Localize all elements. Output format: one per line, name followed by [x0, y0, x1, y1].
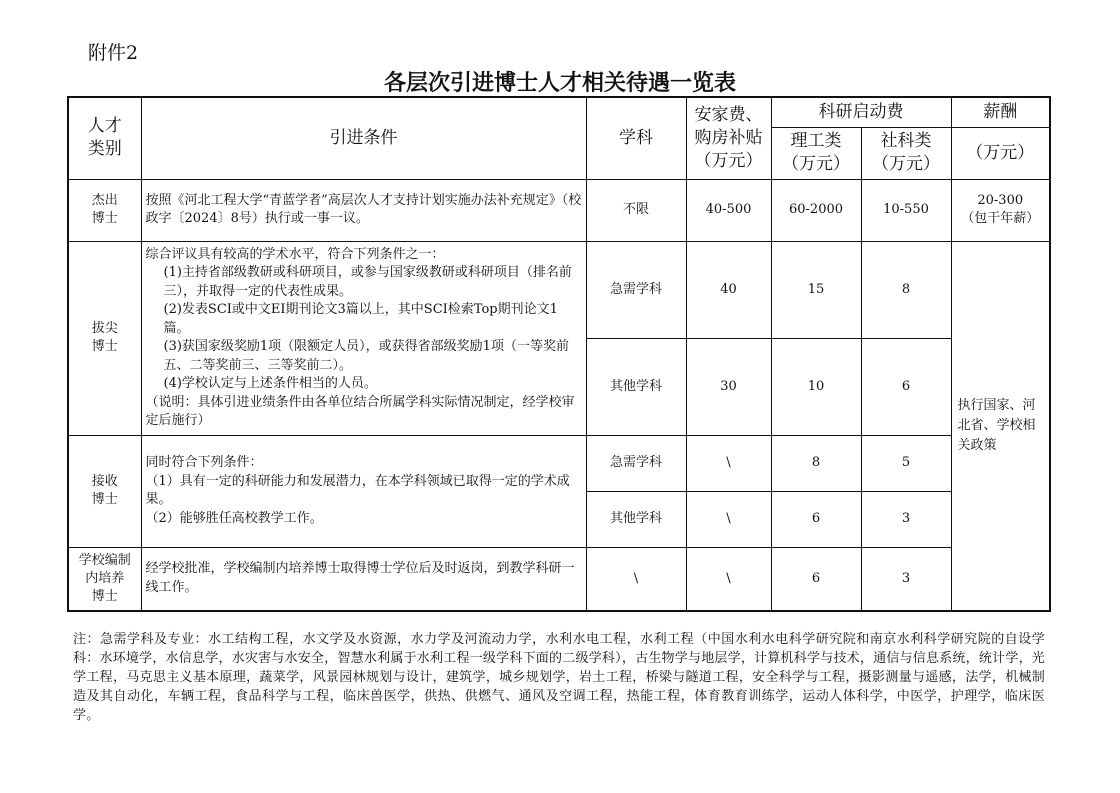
header-salary: 薪酬 — [951, 97, 1050, 127]
social-sci-outstanding: 10-550 — [861, 179, 951, 241]
discipline-outstanding: 不限 — [586, 179, 686, 241]
discipline-top-urgent: 急需学科 — [586, 241, 686, 338]
housing-inhouse: \ — [686, 547, 771, 611]
social-sci-receive-other: 3 — [861, 491, 951, 547]
social-sci-receive-urgent: 5 — [861, 435, 951, 491]
conditions-receive — [141, 435, 586, 547]
header-talent-type: 人才 类别 — [68, 97, 141, 179]
header-housing: 安家费、 购房补贴 （万元） — [686, 97, 771, 179]
conditions-outstanding: 按照《河北工程大学“青蓝学者”高层次人才支持计划实施办法补充规定》（校政字〔2024〕8号）执行或一事一议。 — [141, 179, 586, 241]
condition-line: (2)发表SCI或中文EI期刊论文3篇以上，其中SCI检索Top期刊论文1篇。 — [163, 302, 558, 336]
housing-receive-urgent: \ — [686, 435, 771, 491]
condition-line: 同时符合下列条件： — [145, 455, 263, 470]
salary-policy: 执行国家、河北省、学校相关政策 — [951, 241, 1050, 611]
social-sci-top-other: 6 — [861, 338, 951, 435]
condition-line: （2）能够胜任高校教学工作。 — [145, 510, 323, 526]
discipline-top-other: 其他学科 — [586, 338, 686, 435]
social-sci-top-urgent: 8 — [861, 241, 951, 338]
discipline-inhouse: \ — [586, 547, 686, 611]
type-top: 拔尖 博士 — [68, 241, 141, 435]
type-receive: 接收 博士 — [68, 435, 141, 547]
discipline-receive-urgent: 急需学科 — [586, 435, 686, 491]
header-conditions: 引进条件 — [141, 97, 586, 179]
conditions-inhouse: 经学校批准，学校编制内培养博士取得博士学位后及时返岗，到教学科研一线工作。 — [141, 547, 586, 611]
science-eng-inhouse: 6 — [771, 547, 861, 611]
header-salary-unit: （万元） — [951, 127, 1050, 179]
conditions-top — [141, 241, 586, 435]
science-eng-outstanding: 60-2000 — [771, 179, 861, 241]
benefits-table — [67, 96, 1051, 612]
discipline-receive-other: 其他学科 — [586, 491, 686, 547]
social-sci-inhouse: 3 — [861, 547, 951, 611]
footnote: 注：急需学科及专业：水工结构工程，水文学及水资源，水力学及河流动力学，水利水电工程，水利工程（中国水利水电科学研究院和南京水利科学研究院的自设学科：水环境学，水信息学，水灾害与水安全，智慧水利属于水利工程一级学科下面的二级学科），古生物学与地层学，计算机科学与技术，通信与信息系统，统计学，光学工程，马克思主义基本原理，蔬菜学，风景园林规划与设计，建筑学，城乡规划学，岩土工程，桥梁与隧道工程，安全科学与工程，摄影测量与遥感，法学，机械制造及其自动化，车辆工程，食品科学与工程，临床兽医学，供热、供燃气、通风及空调工程，热能工程，体育教育训练学，运动人体科学，中医学，护理学，临床医学。 — [73, 632, 1045, 723]
condition-note: （说明：具体引进业绩条件由各单位结合所属学科实际情况制定，经学校审定后施行） — [145, 394, 575, 428]
salary-outstanding: 20-300 （包干年薪） — [951, 179, 1050, 241]
science-eng-top-other: 10 — [771, 338, 861, 435]
header-discipline: 学科 — [586, 97, 686, 179]
housing-receive-other: \ — [686, 491, 771, 547]
condition-line: 综合评议具有较高的学术水平，符合下列条件之一： — [145, 246, 445, 262]
header-social-sci: 社科类 （万元） — [861, 127, 951, 179]
housing-top-other: 30 — [686, 338, 771, 435]
condition-line: (3)获国家级奖励1项（限额定人员），或获得省部级奖励1项（一等奖前五、二等奖前三、三等奖前二）。 — [163, 339, 569, 373]
page-title: 各层次引进博士人才相关待遇一览表 — [383, 70, 736, 96]
header-science-eng: 理工类 （万元） — [771, 127, 861, 179]
header-research-fund: 科研启动费 — [771, 97, 951, 127]
attachment-label: 附件2 — [88, 42, 139, 64]
housing-top-urgent: 40 — [686, 241, 771, 338]
condition-line: (1)主持省部级教研或科研项目，或参与国家级教研或科研项目（排名前三），并取得一定的代表性成果。 — [163, 265, 572, 299]
science-eng-receive-urgent: 8 — [771, 435, 861, 491]
type-inhouse: 学校编制 内培养 博士 — [68, 547, 141, 611]
type-outstanding: 杰出 博士 — [68, 179, 141, 241]
housing-outstanding: 40-500 — [686, 179, 771, 241]
condition-line: （1）具有一定的科研能力和发展潜力，在本学科领域已取得一定的学术成果。 — [145, 473, 570, 507]
science-eng-top-urgent: 15 — [771, 241, 861, 338]
condition-line: (4)学校认定与上述条件相当的人员。 — [163, 376, 377, 391]
science-eng-receive-other: 6 — [771, 491, 861, 547]
